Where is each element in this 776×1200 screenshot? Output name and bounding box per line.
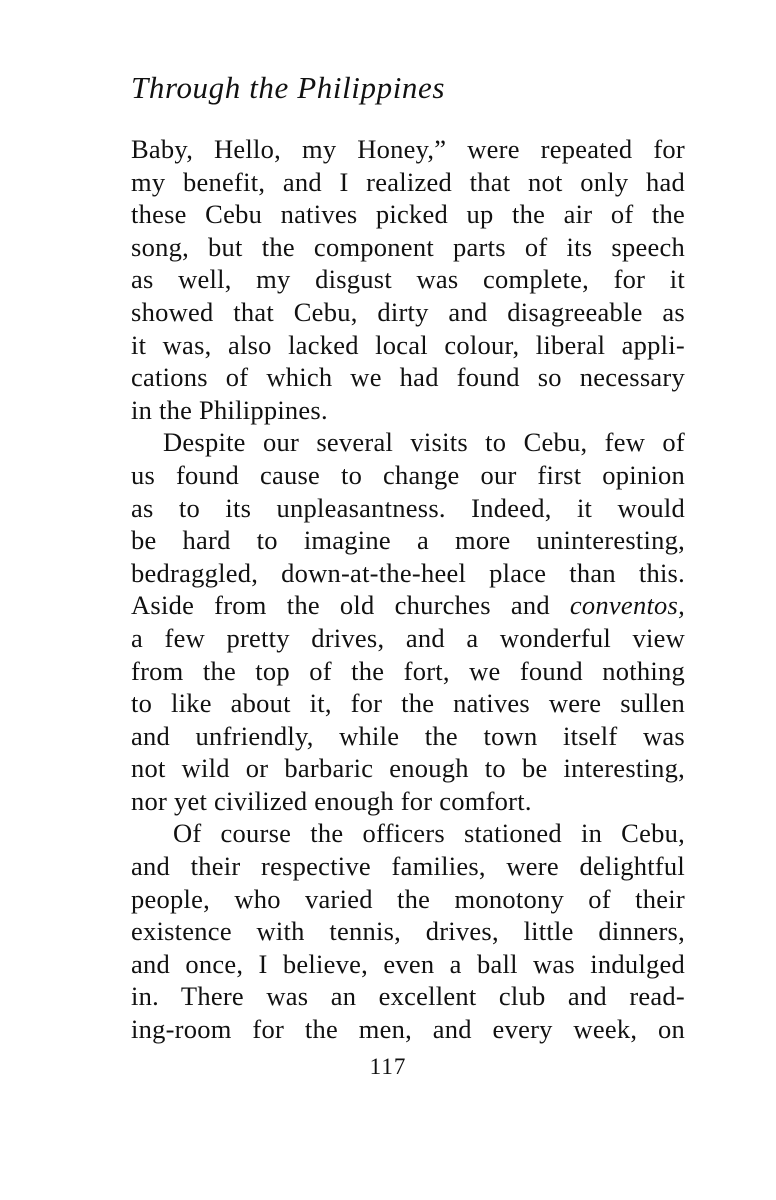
italic-word: conventos, [569, 590, 685, 621]
text-line: from the top of the fort, we found nothing [131, 655, 685, 686]
text-line: be hard to imagine a more uninteresting, [131, 525, 685, 556]
text-line-with-italic [131, 589, 685, 622]
text-line: in the Philippines. [131, 394, 328, 425]
text-segment: Aside from the old churches and [131, 590, 570, 621]
text-line: ing-room for the men, and every week, on [131, 1014, 685, 1045]
text-line: my benefit, and I realized that not only had [131, 166, 685, 197]
paragraph-start-line: Despite our several visits to Cebu, few of [163, 427, 685, 458]
text-line: as well, my disgust was complete, for it [131, 264, 685, 295]
text-line: cations of which we had found so necessary [131, 362, 685, 393]
text-line: nor yet civilized enough for comfort. [131, 785, 532, 816]
text-line: it was, also lacked local colour, liberal appli- [131, 329, 685, 360]
text-line: and unfriendly, while the town itself was [131, 720, 685, 751]
text-line: existence with tennis, drives, little dinners, [131, 916, 685, 947]
text-line: bedraggled, down-at-the-heel place than this. [131, 557, 685, 588]
text-line: Baby, Hello, my Honey,” were repeated for [131, 134, 685, 164]
text-line: as to its unpleasantness. Indeed, it would [131, 492, 685, 523]
text-line: to like about it, for the natives were sullen [131, 688, 685, 719]
text-line: and their respective families, were delightful [131, 851, 685, 882]
text-line: these Cebu natives picked up the air of the [131, 199, 685, 230]
text-line: not wild or barbaric enough to be interesting, [131, 753, 685, 784]
text-line: people, who varied the monotony of their [131, 883, 685, 914]
text-line: showed that Cebu, dirty and disagreeable as [131, 296, 685, 327]
paragraph-start-line: Of course the officers stationed in Cebu, [173, 818, 685, 849]
running-head-title: Through the Philippines [131, 70, 446, 105]
body-text [131, 133, 685, 1046]
text-line: in. There was an excellent club and read- [131, 981, 685, 1012]
text-line: us found cause to change our first opinion [131, 459, 685, 490]
text-line: song, but the component parts of its speech [131, 231, 685, 262]
page-number: 117 [369, 1054, 407, 1079]
text-line: a few pretty drives, and a wonderful view [131, 622, 685, 653]
text-line: and once, I believe, even a ball was indulged [131, 948, 685, 979]
